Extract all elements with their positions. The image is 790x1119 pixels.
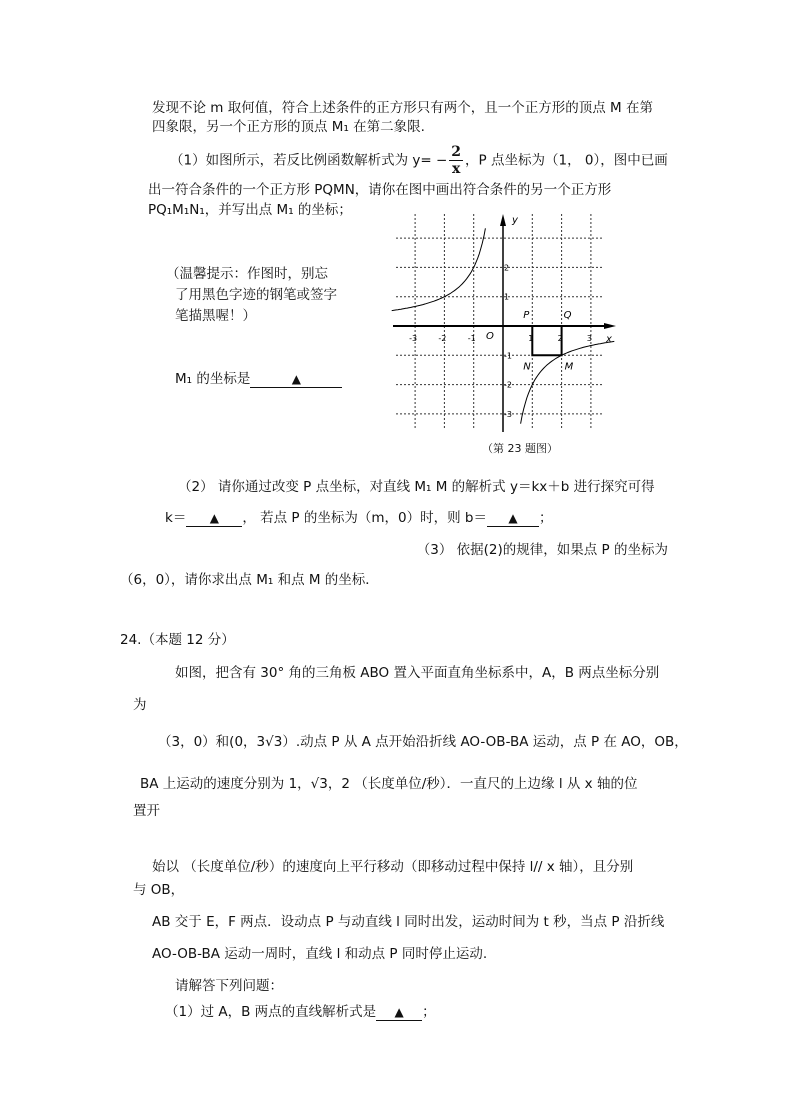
x-axis-label: x <box>606 334 612 345</box>
b-answer-blank[interactable]: ▲ <box>487 511 539 527</box>
q24-header: 24.（本题 12 分） <box>120 632 235 648</box>
q23-part3-line2: （6，0），请你求出点 M₁ 和点 M 的坐标． <box>120 572 379 588</box>
q23-line1: 发现不论 m 取何值，符合上述条件的正方形只有两个，且一个正方形的顶点 M 在第 <box>152 100 653 116</box>
m1-label: M₁ 的坐标是 <box>175 371 251 387</box>
origin-label: O <box>486 331 494 342</box>
y-tick-label: -3 <box>504 409 512 419</box>
part2-end: ； <box>538 510 553 526</box>
q24-part1-end: ； <box>422 1004 436 1020</box>
x-tick-label: -2 <box>438 334 447 343</box>
q24-line11 <box>165 1003 436 1021</box>
q24-part1-text: （1）过 A，B 两点的直线解析式是 <box>165 1004 377 1020</box>
m1-answer-line <box>175 370 342 388</box>
coordinate-graph <box>390 210 620 460</box>
q24-line2: 为 <box>133 697 147 713</box>
fraction-numerator: 2 <box>451 144 462 160</box>
q23-part2-line2 <box>165 509 552 527</box>
q23-line2: 四象限，另一个正方形的顶点 M₁ 在第二象限. <box>152 119 425 135</box>
x-tick-label: -3 <box>409 334 418 343</box>
q24-line5: 置开 <box>133 803 160 819</box>
part2-mid-text: ， 若点 P 的坐标为（m，0）时，则 b＝ <box>242 510 487 526</box>
q23-line5: PQ₁M₁N₁，并写出点 M₁ 的坐标； <box>148 202 352 218</box>
point-P-label: P <box>523 310 530 321</box>
q23-part1-text-b: ，P 点坐标为（1， 0），图中已画 <box>465 152 668 169</box>
hint-line-3: 笔描黑喔！） <box>175 308 256 324</box>
figure-caption: （第 23 题图） <box>482 442 558 455</box>
q23-part1 <box>170 144 668 177</box>
x-tick-label: 3 <box>586 334 592 343</box>
q24-line10: 请解答下列问题： <box>175 978 283 994</box>
q24-answer-blank[interactable]: ▲ <box>376 1005 422 1021</box>
y-axis-arrow-icon <box>500 214 506 226</box>
fraction-denominator: x <box>451 161 461 177</box>
q24-line9: AO-OB-BA 运动一周时，直线 l 和动点 P 同时停止运动. <box>152 946 488 962</box>
x-tick-label: 2 <box>557 334 563 343</box>
k-label: k＝ <box>165 510 187 526</box>
answer-blank[interactable]: ▲ <box>250 372 342 388</box>
fraction <box>449 144 463 177</box>
x-axis-arrow-icon <box>604 323 616 329</box>
hint-line-2: 了用黑色字迹的钢笔或签字 <box>175 287 337 303</box>
q23-part2-line1: （2） 请你通过改变 P 点坐标，对直线 M₁ M 的解析式 y＝kx＋b 进行探究可得 <box>178 479 655 495</box>
q24-line6: 始以 （长度单位/秒）的速度向上平行移动（即移动过程中保持 l// x 轴），且分别 <box>152 859 634 875</box>
q24-line3: （3，0）和(0，3√3）.动点 P 从 A 点开始沿折线 AO-OB-BA 运动，点 P 在 AO，OB， <box>158 734 688 750</box>
y-tick-label: 2 <box>504 263 510 273</box>
x-tick-label: -1 <box>467 334 476 343</box>
y-tick-label: 1 <box>504 292 510 302</box>
hint-line-1: （温馨提示：作图时，别忘 <box>166 266 328 282</box>
q23-part1-text-a: （1）如图所示，若反比例函数解析式为 y= − <box>170 152 448 169</box>
q24-line7: 与 OB， <box>133 882 185 898</box>
hyperbola-branch-left <box>392 228 486 310</box>
q23-part3-line1: （3） 依据(2)的规律，如果点 P 的坐标为 <box>416 542 668 558</box>
x-tick-label: 1 <box>528 334 534 343</box>
point-N-label: N <box>523 361 531 373</box>
q24-line8: AB 交于 E，F 两点．设动点 P 与动直线 l 同时出发，运动时间为 t 秒，当点 P 沿折线 <box>152 914 665 930</box>
k-answer-blank[interactable]: ▲ <box>186 511 242 527</box>
q24-line4: BA 上运动的速度分别为 1，√3，2 （长度单位/秒）．一直尺的上边缘 l 从 x 轴的位 <box>140 776 638 792</box>
y-axis-label: y <box>512 215 518 226</box>
hyperbola-branch-right <box>521 341 615 423</box>
q23-line4: 出一符合条件的一个正方形 PQMN，请你在图中画出符合条件的另一个正方形 <box>148 182 612 198</box>
q24-line1: 如图，把含有 30° 角的三角板 ABO 置入平面直角坐标系中，A，B 两点坐标分别 <box>175 665 660 681</box>
point-M-label: M <box>564 361 574 373</box>
y-tick-label: -2 <box>504 380 512 390</box>
point-Q-label: Q <box>563 310 572 321</box>
y-tick-label: -1 <box>504 351 512 361</box>
